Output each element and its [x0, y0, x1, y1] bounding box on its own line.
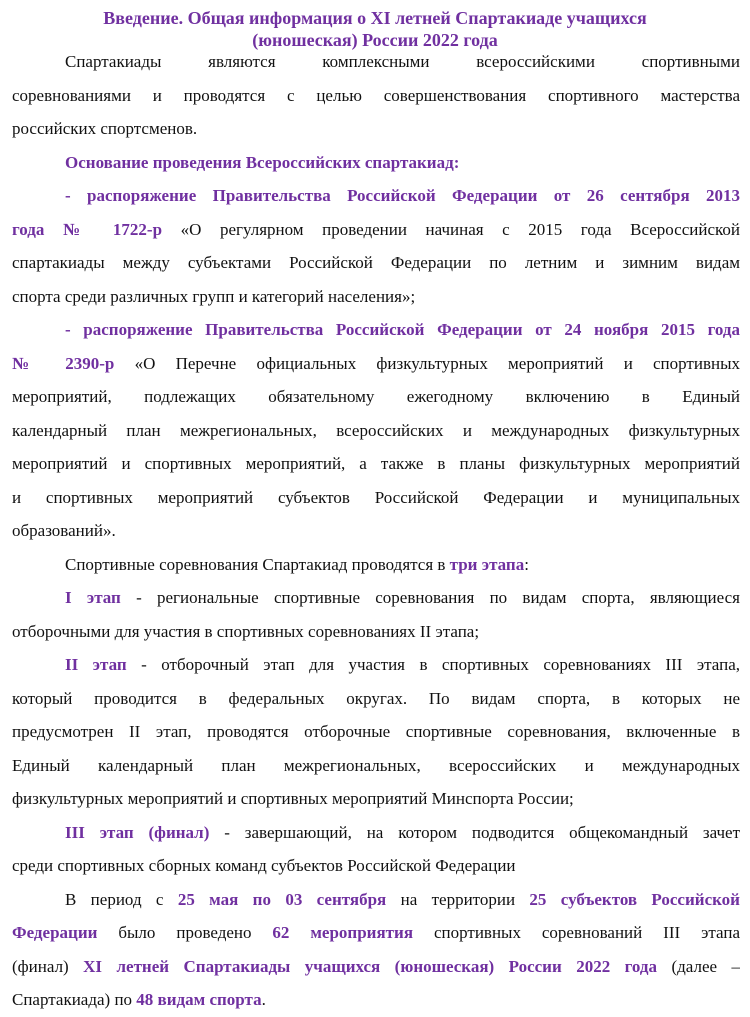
highlighted-text: Федерации: [12, 923, 98, 942]
text-segment: и спортивных мероприятий субъектов Российской Федерации и муниципальных: [12, 487, 740, 507]
text-segment: календарный план межрегиональных, всероссийских и международных физкультурных: [12, 420, 740, 440]
text-line: [12, 79, 740, 113]
paragraph: [12, 548, 740, 582]
text-line: [12, 447, 740, 481]
text-line: [12, 581, 740, 615]
highlighted-text: Основание проведения Всероссийских спартакиад:: [65, 152, 460, 172]
highlighted-text: - распоряжение Правительства Российской Федерации от 26 сентября 2013: [65, 186, 740, 205]
text-line: [12, 648, 740, 682]
text-line: [12, 682, 740, 716]
text-line: [12, 816, 740, 850]
text-line: [12, 715, 740, 749]
text-segment: «О регулярном проведении начиная с 2015 года Всероссийской: [162, 219, 740, 239]
highlighted-text: III этап (финал): [65, 822, 210, 842]
text-line: [12, 615, 740, 649]
text-line: [12, 112, 740, 146]
paragraph: [12, 179, 740, 313]
title-line: Введение. Общая информация о XI летней Спартакиаде учащихся: [103, 8, 647, 28]
highlighted-text: XI летней Спартакиады учащихся (юношеская) России 2022 года: [83, 956, 658, 976]
highlighted-text: - распоряжение Правительства Российской Федерации от 24 ноября 2015 года: [65, 320, 740, 339]
paragraph: [12, 816, 740, 883]
highlighted-text: № 2390-р: [12, 353, 115, 373]
text-segment: спорта среди различных групп и категорий населения»;: [12, 286, 416, 306]
text-segment: спортивных соревнований III этапа: [413, 923, 740, 942]
text-line: [12, 916, 740, 950]
text-line: [12, 146, 740, 180]
highlighted-text: года № 1722-р: [12, 219, 163, 239]
paragraph: [12, 313, 740, 548]
text-segment: было проведено: [97, 923, 273, 942]
text-line: [12, 313, 740, 347]
paragraph: [12, 45, 740, 146]
paragraph: [12, 648, 740, 816]
text-segment: среди спортивных сборных команд субъектов Российской Федерации: [12, 856, 516, 875]
document-title: [0, 0, 750, 51]
text-line: [12, 347, 740, 381]
title-line: (юношеская) России 2022 года: [252, 30, 498, 50]
text-segment: мероприятий и спортивных мероприятий, а также в планы физкультурных мероприятий: [12, 454, 740, 473]
text-segment: Спортивные соревнования Спартакиад проводятся в: [65, 554, 450, 574]
text-line: [12, 548, 740, 582]
highlighted-text: 25 субъектов Российской: [529, 889, 740, 909]
highlighted-text: II этап: [65, 655, 127, 674]
highlighted-text: 62 мероприятия: [272, 923, 414, 942]
text-segment: на территории: [386, 889, 530, 909]
text-segment: отборочными для участия в спортивных соревнованиях II этапа;: [12, 621, 480, 641]
text-line: [12, 380, 740, 414]
text-segment: - завершающий, на котором подводится общекомандный зачет: [209, 822, 740, 842]
paragraph: [12, 883, 740, 1017]
highlighted-text: 25 мая по 03 сентября: [177, 889, 387, 909]
text-line: [12, 246, 740, 280]
text-segment: Спартакиада) по: [12, 990, 137, 1009]
text-segment: который проводится в федеральных округах. По видам спорта, в которых не: [12, 688, 740, 708]
text-line: [12, 45, 740, 79]
text-line: [12, 950, 740, 984]
text-segment: (финал): [12, 956, 84, 976]
text-line: [12, 749, 740, 783]
text-segment: предусмотрен II этап, проводятся отборочные спортивные соревнования, включенные в: [12, 722, 740, 741]
text-line: [12, 983, 740, 1017]
text-line: [12, 514, 740, 548]
text-segment: мероприятий, подлежащих обязательному ежегодному включению в Единый: [12, 387, 740, 406]
text-line: [12, 849, 740, 883]
text-segment: российских спортсменов.: [12, 119, 198, 138]
text-line: [12, 280, 740, 314]
text-segment: Спартакиады являются комплексными всероссийскими спортивными: [65, 52, 740, 71]
document-body: [0, 45, 750, 1017]
highlighted-text: 48 видам спорта: [136, 990, 262, 1009]
text-segment: .: [261, 990, 266, 1009]
text-segment: В период с: [65, 889, 178, 909]
text-segment: :: [524, 554, 529, 574]
text-line: [12, 213, 740, 247]
text-line: [12, 782, 740, 816]
text-segment: спартакиады между субъектами Российской Федерации по летним и зимним видам: [12, 253, 740, 272]
text-segment: - региональные спортивные соревнования по видам спорта, являющиеся: [120, 588, 740, 607]
text-line: [12, 414, 740, 448]
text-segment: соревнованиями и проводятся с целью совершенствования спортивного мастерства: [12, 85, 740, 105]
text-segment: физкультурных мероприятий и спортивных мероприятий Минспорта России;: [12, 789, 574, 808]
text-line: [12, 481, 740, 515]
text-segment: Единый календарный план межрегиональных, всероссийских и международных: [12, 755, 740, 775]
paragraph: [12, 146, 740, 180]
highlighted-text: три этапа: [449, 554, 525, 574]
text-line: [12, 883, 740, 917]
text-segment: образований».: [12, 521, 116, 540]
text-segment: (далее –: [657, 956, 740, 976]
text-line: [12, 179, 740, 213]
paragraph: [12, 581, 740, 648]
text-segment: «О Перечне официальных физкультурных мероприятий и спортивных: [114, 353, 740, 373]
highlighted-text: I этап: [65, 588, 121, 607]
text-segment: - отборочный этап для участия в спортивных соревнованиях III этапа,: [126, 655, 740, 674]
